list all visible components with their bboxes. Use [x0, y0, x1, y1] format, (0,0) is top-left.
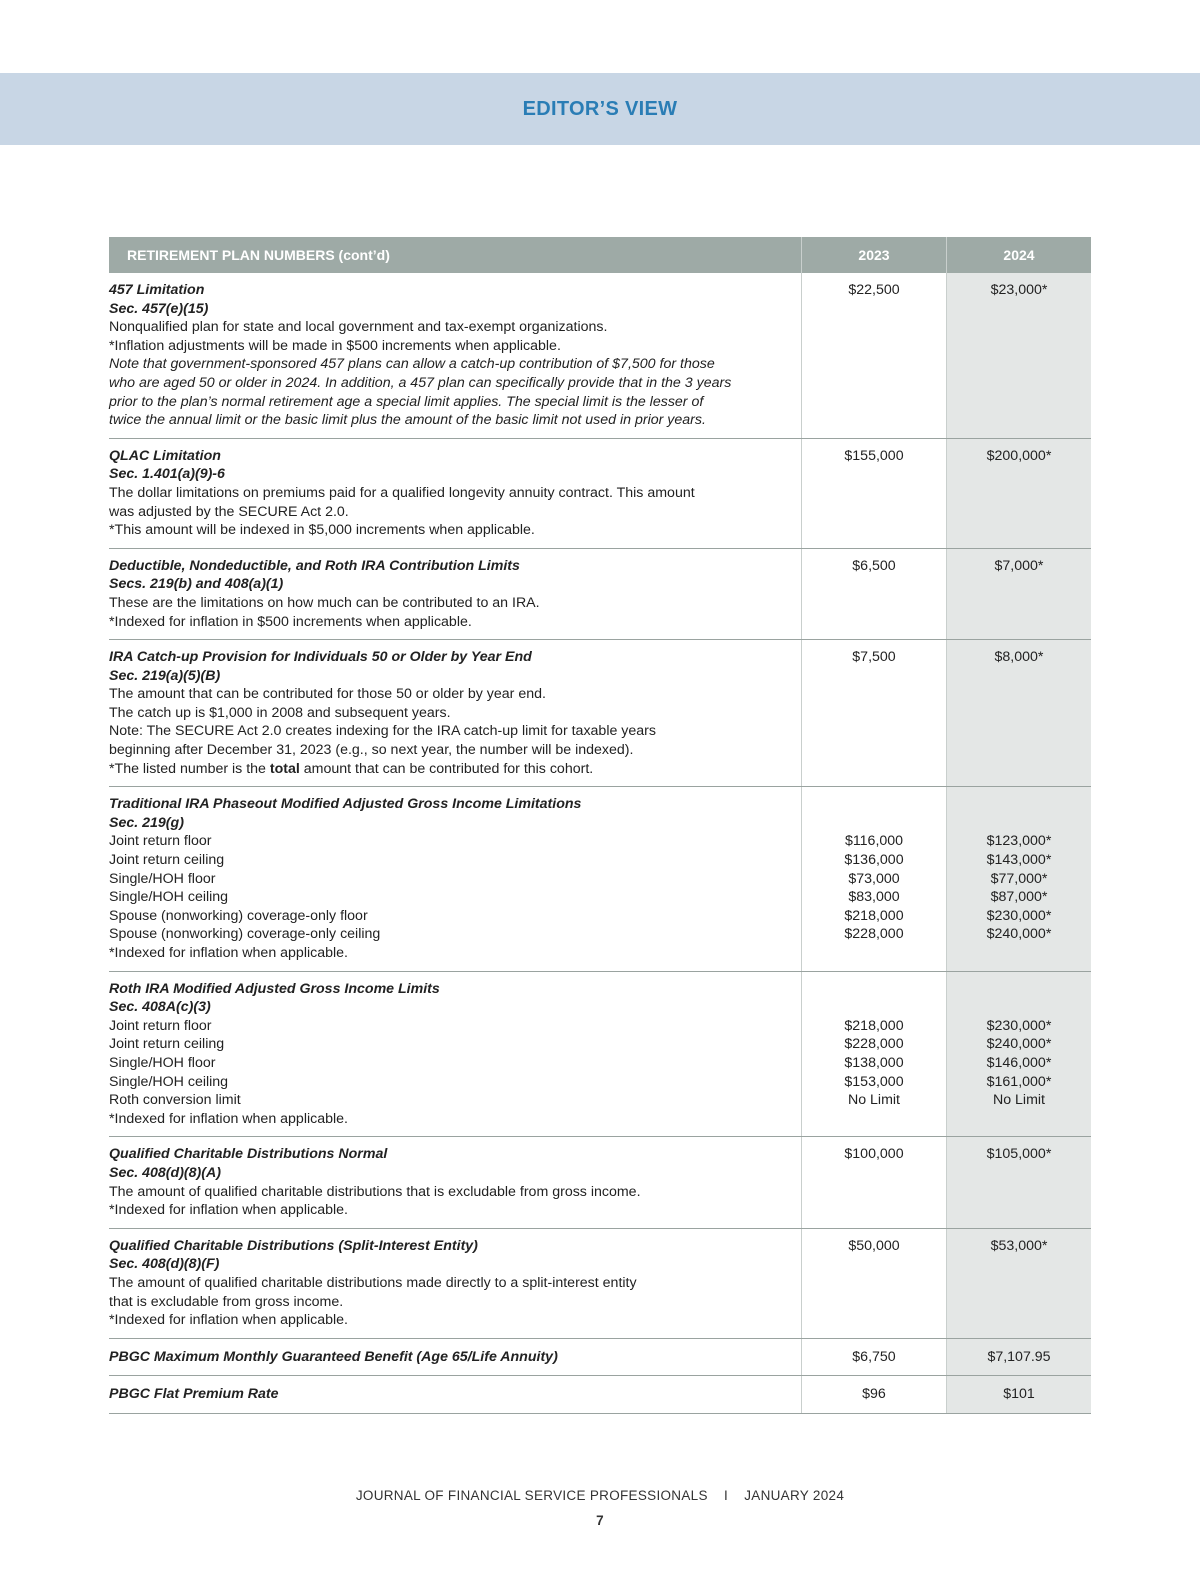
value-2024: $200,000* — [986, 447, 1052, 464]
table-body — [109, 273, 1091, 1414]
row-section: Sec. 408A(c)(3) — [109, 999, 211, 1016]
table-row — [109, 787, 1091, 971]
row-text-line: Joint return ceiling — [109, 1036, 225, 1053]
value-2023: $7,500 — [852, 649, 896, 666]
value-2024: $123,000* — [986, 833, 1052, 850]
value-2024-cell — [946, 972, 1091, 1137]
row-title: PBGC Flat Premium Rate — [109, 1386, 279, 1403]
row-text-line: Single/HOH floor — [109, 1054, 216, 1071]
row-text-line: *This amount will be indexed in $5,000 increments when applicable. — [109, 522, 535, 539]
value-2023: $22,500 — [848, 282, 900, 298]
value-2024-cell — [946, 1229, 1091, 1338]
row-text-line: that is excludable from gross income. — [109, 1293, 344, 1310]
value-2024: $7,107.95 — [987, 1348, 1051, 1365]
row-description — [109, 439, 801, 548]
value-2024: $87,000* — [990, 889, 1048, 906]
spacer — [947, 980, 1091, 999]
row-note-line: who are aged 50 or older in 2024. In addition, a 457 plan can specifically provide that in the 3 years — [109, 374, 732, 391]
editors-view-banner — [0, 73, 1200, 145]
row-title: IRA Catch-up Provision for Individuals 50 or Older by Year End — [109, 649, 532, 666]
row-description — [109, 1376, 801, 1413]
value-2023: $96 — [862, 1386, 886, 1403]
row-text-line: *Indexed for inflation when applicable. — [109, 1110, 348, 1127]
header-2023: 2023 — [801, 237, 946, 273]
value-2024: $230,000* — [986, 907, 1052, 924]
row-section: Sec. 408(d)(8)(F) — [109, 1256, 220, 1273]
value-2023-cell — [801, 1376, 946, 1413]
row-description — [109, 972, 801, 1137]
table-row — [109, 972, 1091, 1138]
row-text-line — [109, 760, 801, 779]
row-title: PBGC Maximum Monthly Guaranteed Benefit (Age 65/Life Annuity) — [109, 1348, 558, 1365]
spacer — [802, 998, 946, 1017]
table-row — [109, 1339, 1091, 1377]
row-section: Sec. 457(e)(15) — [109, 300, 209, 317]
table-row — [109, 1229, 1091, 1339]
value-2023: $100,000 — [844, 1146, 904, 1163]
row-note-line: prior to the plan’s normal retirement age a special limit applies. The special limit is the lesser of — [109, 393, 704, 410]
value-2023: $153,000 — [844, 1073, 904, 1090]
row-text-line: Spouse (nonworking) coverage-only ceiling — [109, 926, 381, 943]
value-2023: $155,000 — [844, 447, 904, 464]
spacer — [802, 795, 946, 814]
value-2023-cell — [801, 787, 946, 970]
value-2023: $136,000 — [844, 852, 904, 869]
table-row — [109, 273, 1091, 439]
value-2023: $73,000 — [848, 870, 900, 887]
row-title: Roth IRA Modified Adjusted Gross Income Limits — [109, 980, 440, 997]
value-2024: $7,000* — [994, 557, 1044, 574]
value-2024: $23,000* — [990, 282, 1048, 298]
value-2023-cell — [801, 273, 946, 438]
value-2024: $101 — [1003, 1386, 1035, 1403]
value-2023-cell — [801, 549, 946, 639]
row-note-line: Note that government-sponsored 457 plans can allow a catch-up contribution of $7,500 for those — [109, 356, 715, 373]
value-2023: No Limit — [847, 1092, 901, 1109]
value-2024: $240,000* — [986, 1036, 1052, 1053]
value-2024-cell — [946, 1339, 1091, 1376]
table-header — [109, 237, 1091, 273]
row-title: QLAC Limitation — [109, 447, 221, 464]
value-2024: $53,000* — [990, 1237, 1048, 1254]
row-text-line: Spouse (nonworking) coverage-only floor — [109, 907, 368, 924]
value-2023: $6,750 — [852, 1348, 896, 1365]
value-2023-cell — [801, 439, 946, 548]
value-2023-cell — [801, 972, 946, 1137]
row-section: Secs. 219(b) and 408(a)(1) — [109, 576, 284, 593]
value-2024: $105,000* — [986, 1146, 1052, 1163]
value-2024: $146,000* — [986, 1054, 1052, 1071]
text-segment: amount that can be contributed for this cohort. — [299, 760, 594, 777]
row-section: Sec. 408(d)(8)(A) — [109, 1164, 221, 1181]
row-section: Sec. 219(g) — [109, 814, 184, 831]
row-description — [109, 273, 801, 438]
value-2023-cell — [801, 640, 946, 786]
spacer — [802, 814, 946, 833]
row-text-line: Nonqualified plan for state and local government and tax-exempt organizations. — [109, 319, 608, 336]
table-row — [109, 549, 1091, 640]
value-2023: $138,000 — [844, 1054, 904, 1071]
value-2023-cell — [801, 1339, 946, 1376]
value-2024-cell — [946, 640, 1091, 786]
value-2024: $143,000* — [986, 852, 1052, 869]
spacer — [947, 814, 1091, 833]
value-2023: $83,000 — [848, 889, 900, 906]
value-2023: $228,000 — [844, 1036, 904, 1053]
value-2024: No Limit — [992, 1092, 1046, 1109]
row-title: 457 Limitation — [109, 282, 205, 298]
row-text-line: Single/HOH ceiling — [109, 1073, 229, 1090]
row-text-line: Note: The SECURE Act 2.0 creates indexing for the IRA catch-up limit for taxable years — [109, 723, 656, 740]
table-row — [109, 1376, 1091, 1414]
row-text-line: *Indexed for inflation when applicable. — [109, 945, 348, 961]
value-2023: $50,000 — [848, 1237, 900, 1254]
spacer — [802, 980, 946, 999]
row-description — [109, 787, 801, 970]
row-section: Sec. 219(a)(5)(B) — [109, 667, 221, 684]
row-description — [109, 549, 801, 639]
row-description — [109, 1229, 801, 1338]
spacer — [947, 795, 1091, 814]
header-description: RETIREMENT PLAN NUMBERS (cont’d) — [127, 247, 390, 263]
value-2024-cell — [946, 273, 1091, 438]
value-2023: $116,000 — [844, 833, 904, 850]
row-description — [109, 640, 801, 786]
row-text-line: The catch up is $1,000 in 2008 and subsequent years. — [109, 704, 451, 721]
row-title: Traditional IRA Phaseout Modified Adjusted Gross Income Limitations — [109, 796, 582, 813]
row-section: Sec. 1.401(a)(9)-6 — [109, 466, 225, 483]
journal-footer: JOURNAL OF FINANCIAL SERVICE PROFESSIONALS I JANUARY 2024 — [355, 1488, 845, 1503]
page-number: 7 — [596, 1513, 604, 1528]
value-2023: $218,000 — [844, 1017, 904, 1034]
value-2024: $8,000* — [994, 649, 1044, 666]
row-title: Qualified Charitable Distributions Normal — [109, 1146, 388, 1163]
table-row — [109, 439, 1091, 549]
value-2024-cell — [946, 549, 1091, 639]
row-text-line: *Indexed for inflation when applicable. — [109, 1202, 348, 1219]
row-text-line: The amount that can be contributed for those 50 or older by year end. — [109, 686, 546, 703]
value-2023: $6,500 — [852, 557, 896, 574]
row-text-line: Roth conversion limit — [109, 1092, 241, 1109]
row-description — [109, 1137, 801, 1227]
spacer — [947, 998, 1091, 1017]
row-text-line: beginning after December 31, 2023 (e.g., so next year, the number will be indexed). — [109, 742, 634, 759]
value-2023-cell — [801, 1137, 946, 1227]
row-text-line: The amount of qualified charitable distributions that is excludable from gross income. — [109, 1183, 641, 1200]
value-2024-cell — [946, 1137, 1091, 1227]
row-description — [109, 1339, 801, 1376]
row-text-line: The dollar limitations on premiums paid for a qualified longevity annuity contract. This amount — [109, 484, 695, 501]
row-text-line: Joint return floor — [109, 833, 212, 850]
row-text-line: These are the limitations on how much can be contributed to an IRA. — [109, 594, 540, 611]
value-2023: $228,000 — [844, 926, 904, 943]
table-row — [109, 640, 1091, 787]
row-title: Deductible, Nondeductible, and Roth IRA Contribution Limits — [109, 557, 520, 574]
text-segment: *The listed number is the — [109, 760, 270, 777]
value-2023-cell — [801, 1229, 946, 1338]
header-2024: 2024 — [946, 237, 1091, 273]
row-title: Qualified Charitable Distributions (Split-Interest Entity) — [109, 1237, 478, 1254]
value-2024-cell — [946, 787, 1091, 970]
row-text-line: *Inflation adjustments will be made in $500 increments when applicable. — [109, 337, 561, 354]
value-2024: $161,000* — [986, 1073, 1052, 1090]
table-row — [109, 1137, 1091, 1228]
value-2024-cell — [946, 439, 1091, 548]
row-text-line: Single/HOH floor — [109, 870, 216, 887]
value-2024-cell — [946, 1376, 1091, 1413]
emphasis-total: total — [269, 760, 300, 777]
row-text-line: Joint return floor — [109, 1017, 212, 1034]
value-2024: $240,000* — [986, 926, 1052, 943]
row-text-line: The amount of qualified charitable distributions made directly to a split-interest entity — [109, 1274, 637, 1291]
row-note-line: twice the annual limit or the basic limit plus the amount of the basic limit not used in prior years. — [109, 412, 706, 429]
row-text-line: Single/HOH ceiling — [109, 889, 229, 906]
banner-title: EDITOR’S VIEW — [522, 97, 678, 120]
value-2024: $230,000* — [986, 1017, 1052, 1034]
value-2024: $77,000* — [990, 870, 1048, 887]
retirement-plan-numbers-table — [109, 237, 1091, 1414]
row-text-line: was adjusted by the SECURE Act 2.0. — [109, 503, 349, 520]
value-2023: $218,000 — [844, 907, 904, 924]
row-text-line: *Indexed for inflation in $500 increments when applicable. — [109, 613, 472, 630]
row-text-line: Joint return ceiling — [109, 852, 225, 869]
row-text-line: *Indexed for inflation when applicable. — [109, 1312, 348, 1329]
